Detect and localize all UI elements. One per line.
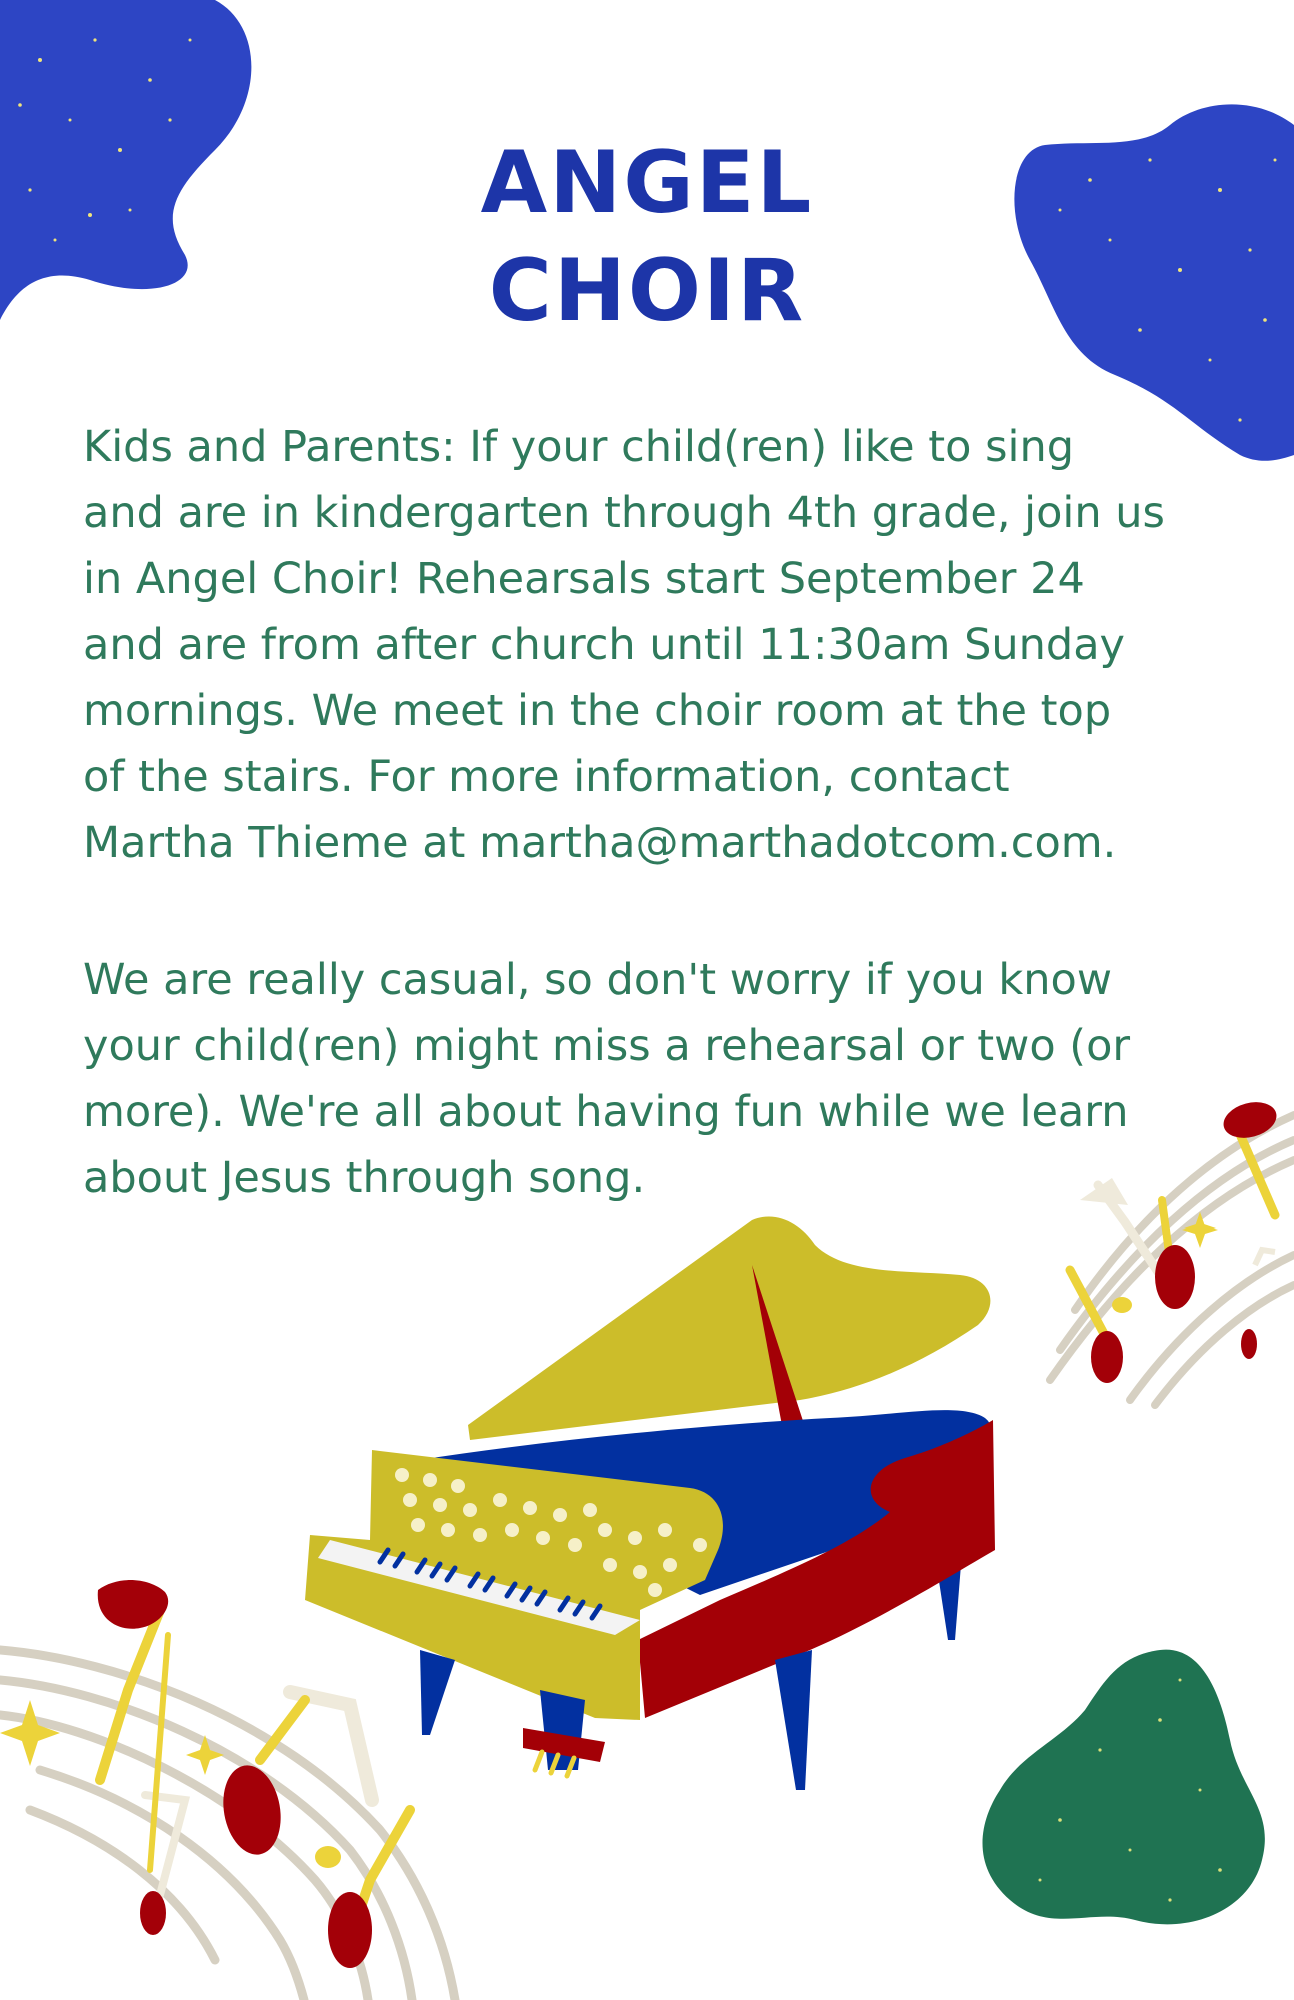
paragraph-line: Martha Thieme at martha@marthadotcom.com. [83, 818, 1117, 868]
paragraph-line: of the stairs. For more information, contact [83, 752, 1010, 802]
body-paragraph-1 [83, 414, 1233, 876]
paragraph-line: We are really casual, so don't worry if you know [83, 955, 1112, 1005]
paragraph-line: more). We're all about having fun while we learn [83, 1087, 1129, 1137]
paragraph-line: mornings. We meet in the choir room at the top [83, 686, 1112, 736]
paragraph-line: and are from after church until 11:30am Sunday [83, 620, 1125, 670]
sparkle-icon [1184, 1212, 1216, 1244]
paragraph-line: and are in kindergarten through 4th grade, join us [83, 488, 1165, 538]
paragraph-line: about Jesus through song. [83, 1153, 646, 1203]
grand-piano-icon [305, 1216, 995, 1790]
body-paragraph-2 [83, 947, 1233, 1211]
blob-bottom-right-icon [983, 1650, 1265, 1925]
page-title-line-2: CHOIR [488, 241, 806, 341]
page-title-line-1: ANGEL [480, 133, 814, 233]
paragraph-line: Kids and Parents: If your child(ren) like to sing [83, 422, 1074, 472]
paragraph-line: in Angel Choir! Rehearsals start September 24 [83, 554, 1085, 604]
music-notes-left-icon [0, 1580, 455, 2000]
paragraph-line: your child(ren) might miss a rehearsal or two (or [83, 1021, 1131, 1071]
